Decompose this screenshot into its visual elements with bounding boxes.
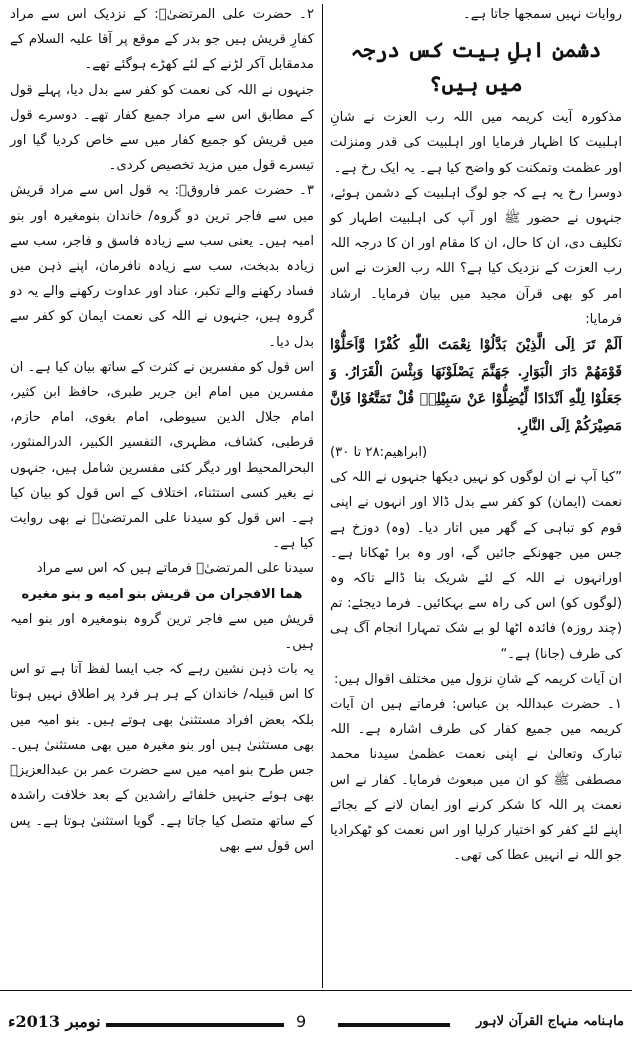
- paragraph: ۱۔ حضرت عبداللہ بن عباس: فرماتے ہیں ان آیات کریمہ میں جمیع کفار کی طرف اشارہ ہے۔ اللہ تبارک وتعالیٰ نے اپنی نعمت عظمیٰ سیدنا محمد مصطفی ﷺ کو ان میں مبعوث فرمایا۔ کفار نے اس نعمت پر اللہ کا شکر کرنے اور ایمان لانے کے بجائے اپنے لئے کفر کو اختیار کرلیا اور اس نعمت کو ٹھکرادیا جو اللہ نے انہیں عطا کی تھی۔: [330, 697, 622, 864]
- paragraph: قریش میں سے فاجر ترین گروہ بنومغیرہ اور بنو امیہ ہیں۔: [10, 611, 314, 653]
- left-column: [10, 2, 314, 988]
- paragraph: مذکورہ آیت کریمہ میں اللہ رب العزت نے شانِ اہلبیت کا اظہار فرمایا اور اہلبیت کی قدر ومنزلت اور عظمت وتمکنت کو واضح کیا ہے۔ یہ ایک رخ ہے۔: [330, 110, 622, 176]
- column-divider: [322, 4, 323, 988]
- page-footer: [0, 1012, 632, 1040]
- paragraph: اس قول کو مفسرین نے کثرت کے ساتھ بیان کیا ہے۔ ان مفسرین میں امام ابن جریر طبری، حافظ ابن کثیر، امام جلال الدین سیوطی، امام بغوی، امام حازم، قرطبی، کشاف، مظہری، التفسیر الکبیر، الدرالمنثور، البحرالمحیط اور دیگر کئی مفسرین شامل ہیں، جنہوں نے بغیر کسی استثناء، اختلاف کے اس قول کو بیان کیا ہے۔ اس قول کو سیدنا علی المرتضیٰؓ نے بھی روایت کیا ہے۔: [10, 359, 314, 552]
- paragraph: ۲۔ حضرت علی المرتضیٰؓ: کے نزدیک اس سے مراد کفارِ قریش ہیں جو بدر کے موقع پر آقا علیہ السلام کے مدمقابل آکر لڑنے کے لئے کھڑے ہوگئے تھے۔: [10, 7, 314, 73]
- arabic-quote: هما الافجران من قريش بنو اميه و بنو مغيره: [21, 586, 303, 602]
- footer-rule: [0, 990, 632, 991]
- paragraph: ۳۔ حضرت عمر فاروقؓ: یہ قول اس سے مراد قریش میں سے فاجر ترین دو گروہ/ خاندان بنومغیرہ اور بنو امیہ ہیں۔ یعنی سب سے زیادہ فاسق و فاجر، سب سے زیادہ بدبخت، سب سے زیادہ نافرمان، اپنے ذہن میں فساد رکھنے والے تکبر، عناد اور عداوت رکھنے والے یہ دو گروہ ہیں، جنہوں نے اللہ کی نعمت ایمان کو کفر سے بدل دیا۔: [10, 183, 314, 350]
- issue-date: نومبر 2013ء: [8, 1012, 101, 1031]
- paragraph: جنہوں نے اللہ کی نعمت کو کفر سے بدل دیا، پہلے قول کے مطابق اس سے مراد جمیع کفار تھے۔ دوسرے قول میں قریش کو جمیع کفار میں سے خاص کردیا گیا اور تیسرے قول میں مزید تخصیص کردی۔: [10, 82, 314, 174]
- footer-bar-left: [106, 1023, 284, 1027]
- verse-reference: (ابراهیم:۲۸ تا ۳۰): [330, 445, 428, 461]
- intro-line: روایات نہیں سمجھا جاتا ہے۔: [462, 7, 622, 22]
- paragraph: دوسرا رخ یہ ہے کہ جو لوگ اہلبیت کے دشمن ہوئے، جنہوں نے حضور ﷺ اور آپ کی اہلبیت اطہار کو تکلیف دی، ان کا حال، ان کا مقام اور ان کا درجہ اللہ رب العزت کے نزدیک کیا ہے؟ اللہ رب العزت نے اس امر کو بھی قرآن مجید میں بیان فرمایا۔ ارشاد فرمایا:: [330, 185, 622, 327]
- footer-bar-right: [338, 1023, 450, 1027]
- paragraph: ان آیات کریمہ کے شانِ نزول میں مختلف اقوال ہیں:: [334, 671, 622, 687]
- paragraph: یہ بات ذہن نشین رہے کہ جب ایسا لفظ آتا ہے تو اس کا اس قبیلہ/ خاندان کے ہر ہر فرد پر اطلاق نہیں ہوتا بلکہ بعض افراد مستثنیٰ بھی ہوتے ہیں۔ بنو امیہ میں بھی مستثنیٰ ہیں اور بنو مغیرہ میں بھی مستثنیٰ ہیں۔ جس طرح بنو امیہ میں سے حضرت عمر بن عبدالعزیزؒ بھی ہوئے جنہیں خلفائے راشدین کے بعد خلافت راشدہ کے ساتھ متصل کیا جاتا ہے۔ گویا استثنیٰ ہوتا ہے۔ پس اس قول سے بھی: [10, 662, 314, 854]
- page-number: 9: [296, 1012, 307, 1031]
- section-heading: دشمنِ اہلِ بیت کس درجہ میں ہیں؟: [350, 37, 602, 97]
- magazine-name: ماہنامہ منہاج القرآن لاہور: [476, 1014, 624, 1029]
- verse-translation: ”کیا آپ نے ان لوگوں کو نہیں دیکھا جنہوں نے اللہ کی نعمت (ایمان) کو کفر سے بدل ڈالا اور انہوں نے اپنی قوم کو تباہی کے گھر میں اتار دیا۔ (وہ) دوزخ ہے جس میں جھونکے جائیں گے، اور وہ برا ٹھکانا ہے۔ اورانہوں نے اللہ کے لئے شریک بنا ڈالے تاکہ وہ (لوگوں کو) اس کی راہ سے بہکائیں۔ فرما دیجئے: تم (چند روزہ) فائدہ اٹھا لو بے شک تمہارا انجام آگ ہی کی طرف (جانا) ہے۔“: [330, 470, 622, 662]
- quran-verse: اَلَمْ تَرَ اِلَى الَّذِيْنَ بَدَّلُوْا نِعْمَتَ اللّٰهِ كُفْرًا وَّاَحَلُّوْا قَوْمَهُمْ دَارَ الْبَوَارِ. جَهَنَّمَ يَصْلَوْنَهَا وَبِئْسَ الْقَرَارُ. وَ جَعَلُوْا لِلّٰهِ اَنْدَادًا لِّيُضِلُّوْا عَنْ سَبِيْلِهٖ قُلْ تَمَتَّعُوْا فَاِنَّ مَصِيْرَكُمْ اِلَى النَّارِ.: [330, 337, 622, 435]
- right-column: [330, 2, 622, 988]
- paragraph: سیدنا علی المرتضیٰؓ فرماتے ہیں کہ اس سے مراد: [36, 561, 314, 577]
